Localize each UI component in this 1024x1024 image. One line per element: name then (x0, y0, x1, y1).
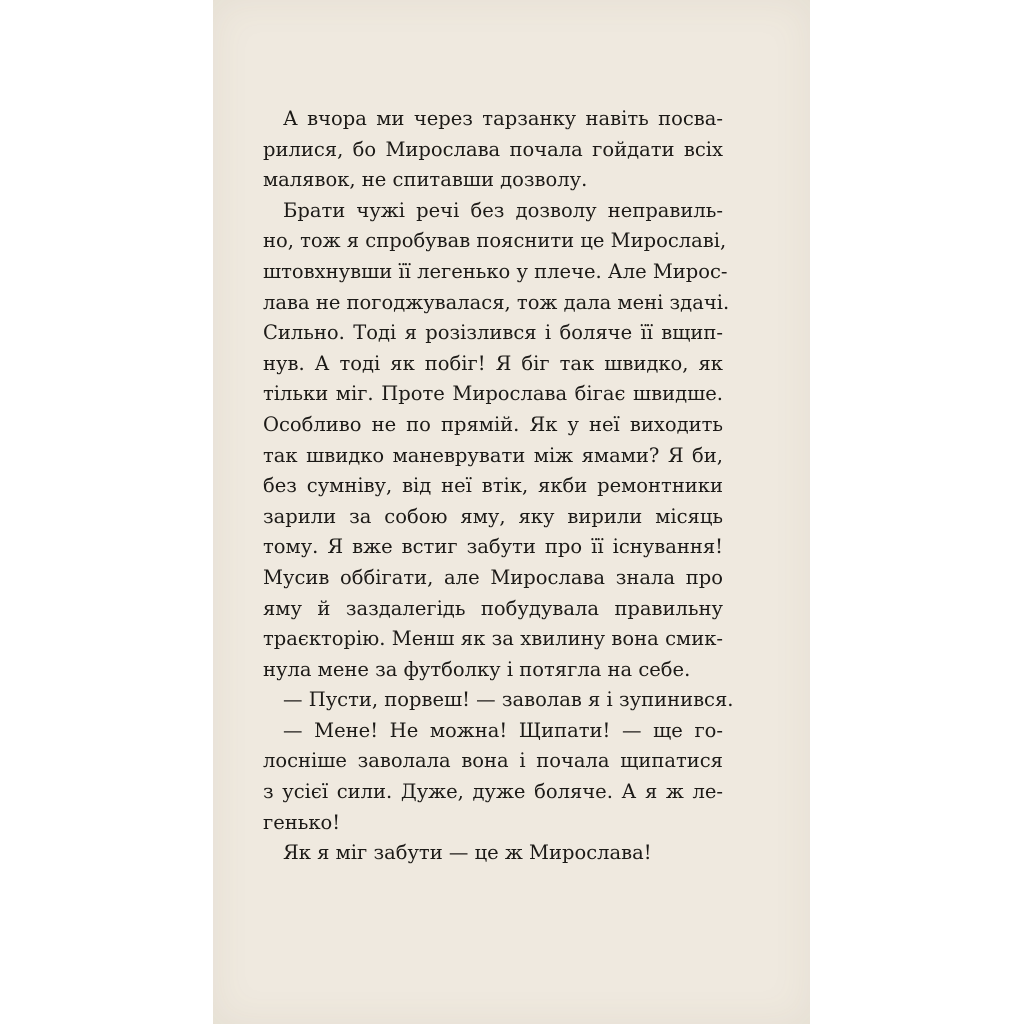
text-line: так швидко маневрувати між ямами? Я би, (263, 443, 723, 467)
text-line: зарили за собою яму, яку вирили місяць (263, 504, 723, 528)
text-line: Особливо не по прямій. Як у неї виходить (263, 412, 723, 436)
text-line: А вчора ми через тарзанку навіть посва- (283, 107, 723, 130)
text-line: рилися, бо Мирослава почала гойдати всіх (263, 137, 723, 161)
text-line: нув. А тоді як побіг! Я біг так швидко, як (263, 351, 723, 375)
text-line: Мусив оббігати, але Мирослава знала про (263, 565, 723, 589)
text-line: — Пусти, порвеш! — заволав я і зупинився. (283, 688, 734, 712)
text-line: яму й заздалегідь побудувала правильну (263, 596, 723, 620)
text-line: — Мене! Не можна! Щипати! — ще го- (283, 718, 723, 742)
text-line: малявок, не спитавши дозволу. (263, 168, 588, 192)
paragraph-2 (263, 196, 730, 686)
paragraph-1 (263, 104, 723, 196)
text-line: з усієї сили. Дуже, дуже боляче. А я ж ле- (263, 780, 723, 804)
text-line: тому. Я вже встиг забути про її існування! (263, 535, 723, 559)
text-line: нула мене за футболку і потягла на себе. (263, 657, 691, 681)
text-line: но, тож я спробував пояснити це Мирославі, (263, 229, 727, 253)
text-line: генько! (263, 810, 341, 834)
text-line: лава не погоджувалася, тож дала мені здачі. (263, 290, 730, 314)
paragraph-3 (263, 685, 734, 716)
text-line: тільки міг. Проте Мирослава бігає швидше. (263, 382, 723, 406)
page-text (263, 104, 734, 869)
text-line: без сумніву, від неї втік, якби ремонтники (263, 474, 723, 498)
text-line: Брати чужі речі без дозволу неправиль- (283, 198, 723, 222)
text-line: лосніше заволала вона і почала щипатися (263, 749, 723, 773)
text-line: Як я міг забути — це ж Мирослава! (283, 841, 652, 865)
text-line: штовхнувши її легенько у плече. Але Мирос- (263, 259, 728, 283)
text-line: траєкторію. Менш як за хвилину вона смик- (263, 627, 723, 651)
book-page (213, 0, 810, 1024)
paragraph-4 (263, 716, 723, 838)
text-line: Сильно. Тоді я розізлився і боляче її вщип- (263, 321, 723, 345)
paragraph-5 (263, 838, 723, 869)
